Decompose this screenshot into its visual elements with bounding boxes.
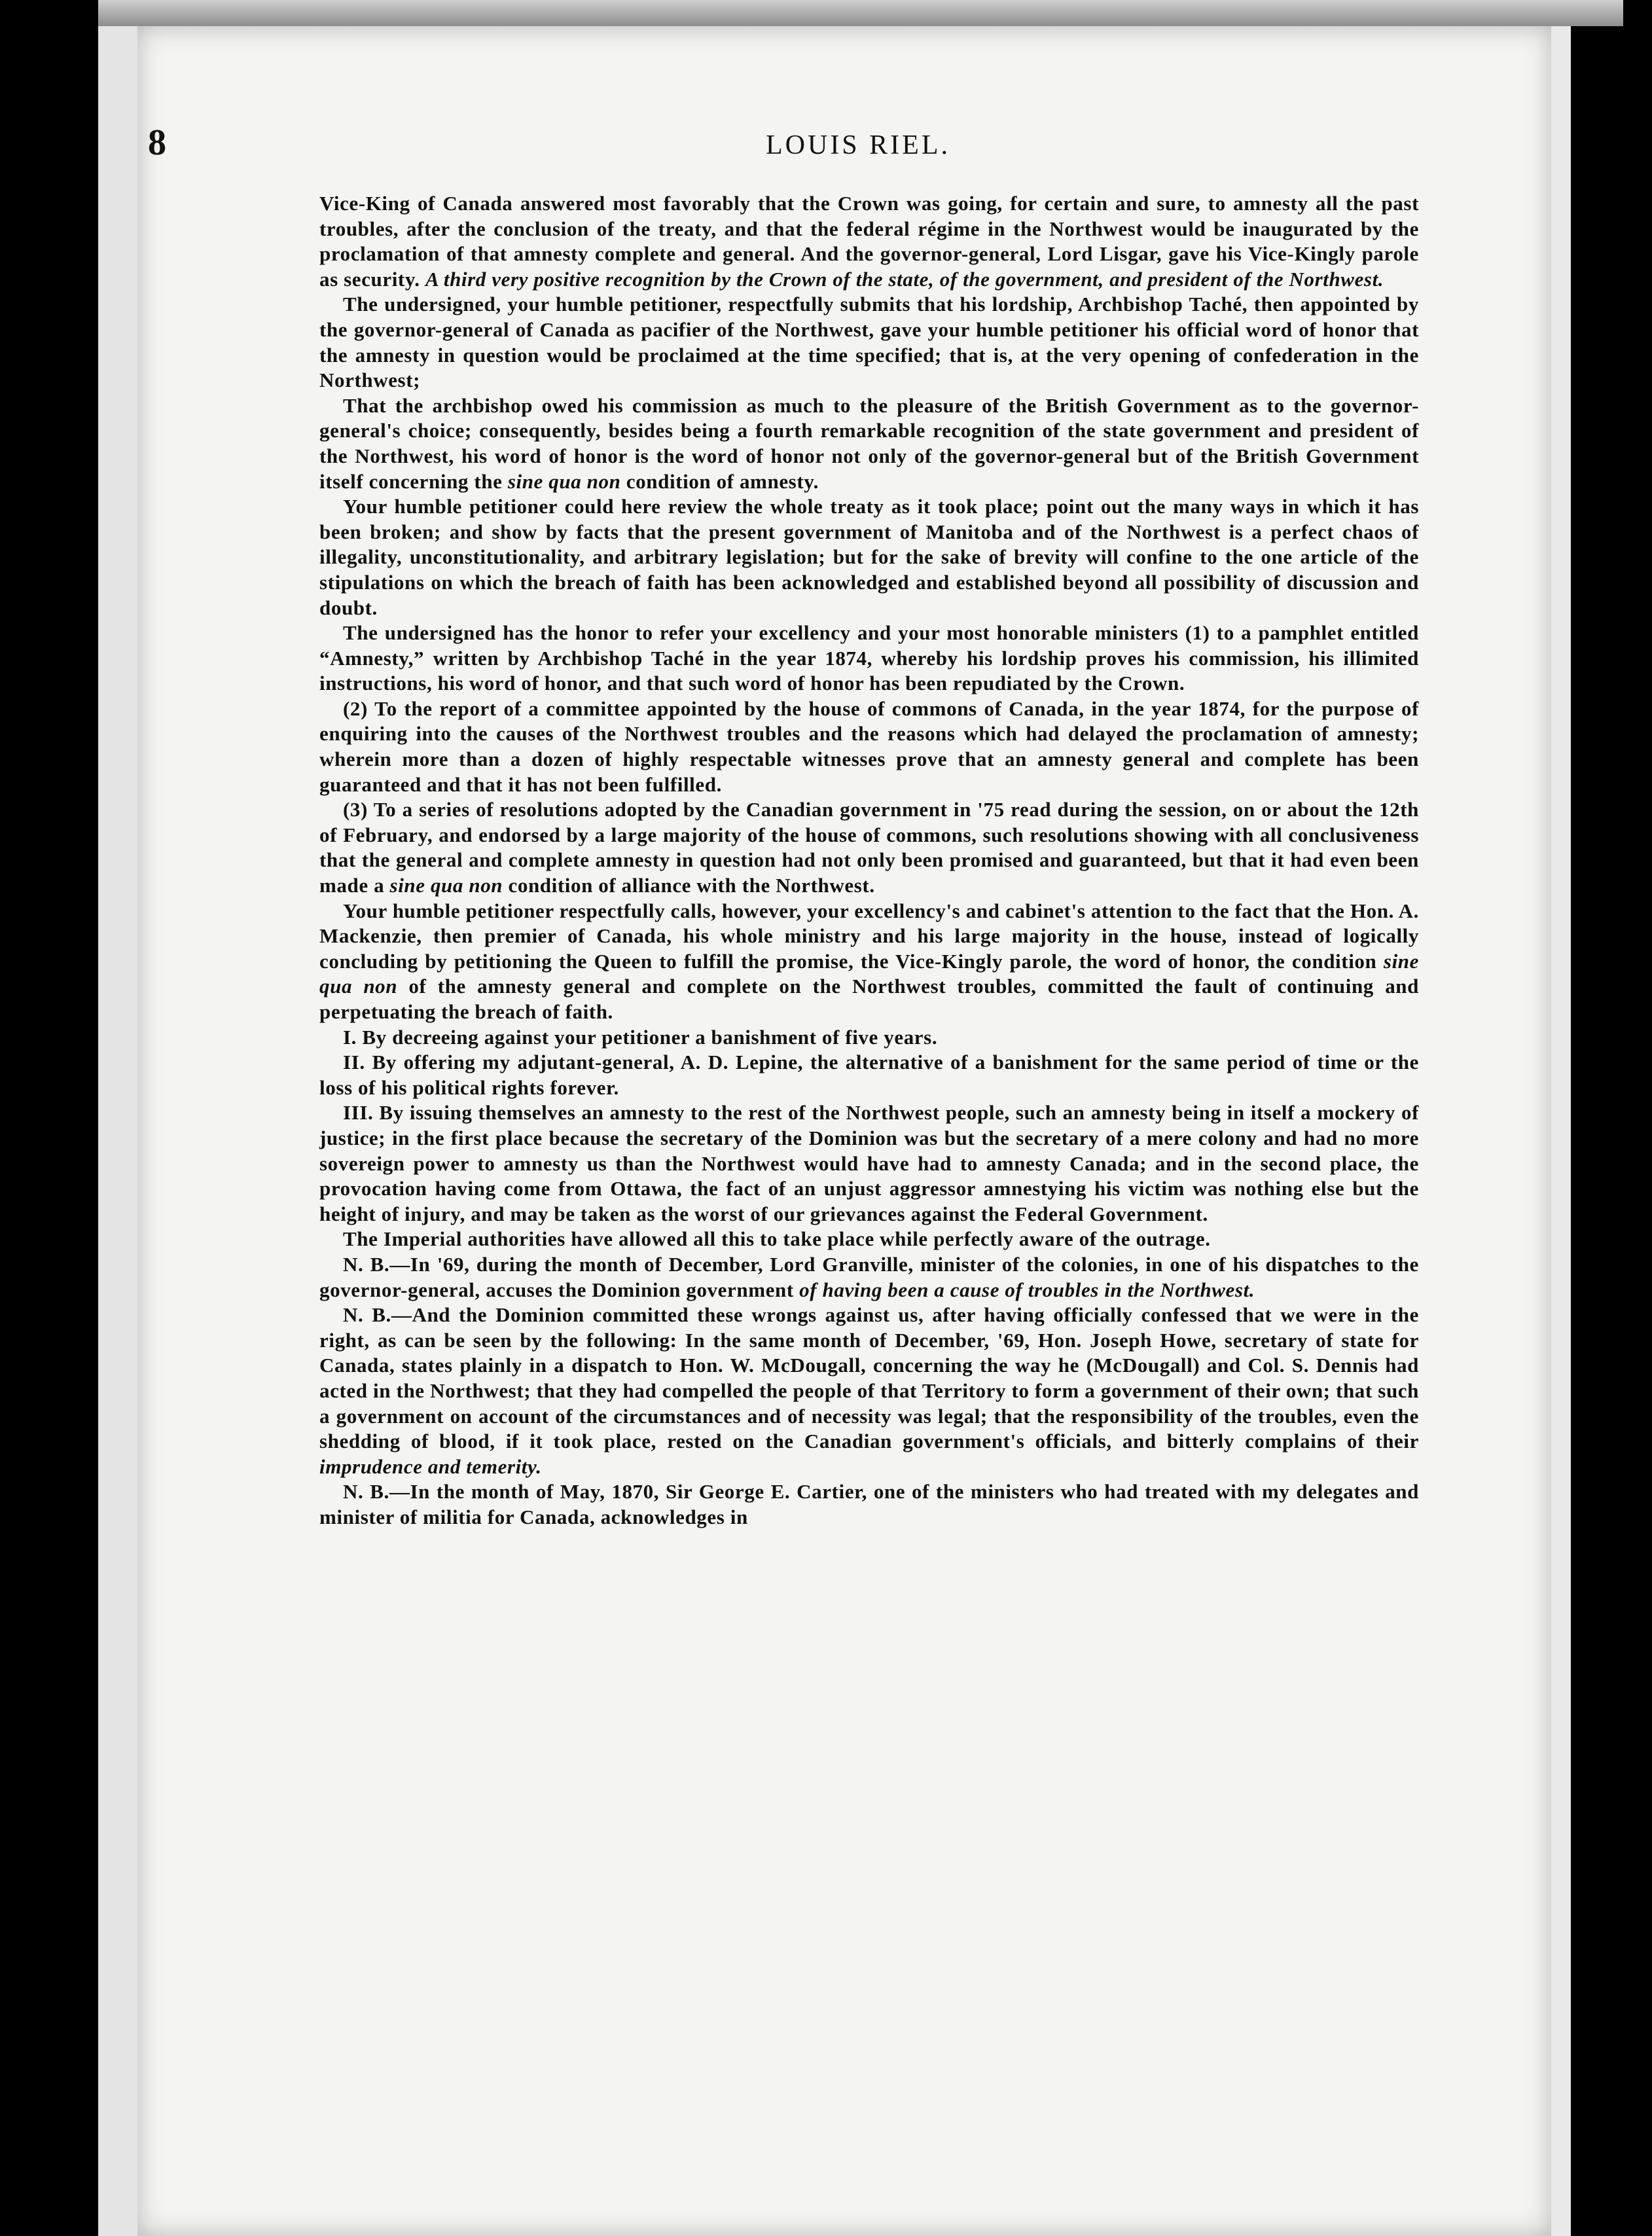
italic-text: sine qua non	[319, 949, 1419, 998]
paragraph	[319, 696, 1419, 797]
paragraph	[319, 899, 1419, 1025]
paragraph	[319, 621, 1419, 696]
paragraph-text: I. By decreeing against your petitioner a banishment of five years.	[343, 1025, 938, 1049]
paragraph-text: of the amnesty general and complete on the Northwest troubles, committed the fault of continuing and perpetuating the breach of faith.	[319, 975, 1419, 1023]
italic-text: sine qua non	[389, 874, 503, 897]
paragraph-text: N. B.—In '69, during the month of December, Lord Granville, minister of the colonies, in one of his dispatches to the governor-general, accuses the Dominion government	[319, 1252, 1419, 1301]
paragraph-text: (2) To the report of a committee appointed by the house of commons of Canada, in the year 1874, for the purpose of enquiring into the causes of the Northwest troubles and the reasons which had delayed the proclamation of amnesty; wherein more than a dozen of highly respectable witnesses prove that an amnesty general and complete has been guaranteed and that it has not been fulfilled.	[319, 696, 1419, 796]
italic-text: imprudence and temerity.	[319, 1454, 542, 1478]
paragraph	[319, 1050, 1419, 1100]
paragraph	[319, 191, 1419, 292]
paragraph	[319, 1227, 1419, 1252]
paragraph	[319, 292, 1419, 393]
paragraph-text: The undersigned, your humble petitioner, respectfully submits that his lordship, Archbishop Taché, then appointed by the governor-general of Canada as pacifier of the Northwest, gave your humble petitioner his official word of honor that the amnesty in question would be proclaimed at the time specified; that is, at the very opening of confederation in the Northwest;	[319, 293, 1419, 392]
italic-text: A third very positive recognition by the Crown of the state, of the government, and president of the Northwest.	[425, 267, 1384, 291]
paragraph-text: III. By issuing themselves an amnesty to the rest of the Northwest people, such an amnesty being in itself a mockery of justice; in the first place because the secretary of the Dominion was but the secretary of a mere colony and had no more sovereign power to amnesty us than the Northwest would have had to amnesty Canada; and in the second place, the provocation having come from Ottawa, the fact of an unjust aggressor amnestying his victim was nothing else but the height of injury, and may be taken as the worst of our grievances against the Federal Government.	[319, 1101, 1419, 1225]
paragraph-text: Your humble petitioner could here review the whole treaty as it took place; point out the many ways in which it has been broken; and show by facts that the present government of Manitoba and of the Northwest is a perfect chaos of illegality, unconstitutionality, and arbitrary legislation; but for the sake of brevity will confine to the one article of the stipulations on which the breach of faith has been acknowledged and established beyond all possibility of discussion and doubt.	[319, 495, 1419, 619]
paragraph-text: condition of alliance with the Northwest.	[503, 874, 875, 897]
paragraph-text: N. B.—In the month of May, 1870, Sir George E. Cartier, one of the ministers who had treated with my delegates and minister of militia for Canada, acknowledges in	[319, 1480, 1419, 1528]
body-text	[319, 191, 1419, 2155]
paragraph-text: The undersigned has the honor to refer your excellency and your most honorable ministers (1) to a pamphlet entitled “Amnesty,” written by Archbishop Taché in the year 1874, whereby his lordship proves his commission, his illimited instructions, his word of honor, and that such word of honor has been repudiated by the Crown.	[319, 621, 1419, 695]
paragraph	[319, 797, 1419, 898]
page-number: 8	[148, 122, 166, 163]
paragraph	[319, 393, 1419, 494]
paragraph	[319, 1100, 1419, 1227]
paragraph	[319, 1479, 1419, 1530]
paragraph-text: That the archbishop owed his commission as much to the pleasure of the British Government as to the governor-general's choice; consequently, besides being a fourth remarkable recognition of the state government and president of the Northwest, his word of honor is the word of honor not only of the governor-general but of the British Government itself concerning the	[319, 393, 1419, 493]
scan-left-edge	[98, 26, 137, 2236]
italic-text: of having been a cause of troubles in the Northwest.	[799, 1278, 1255, 1301]
paragraph-text: Your humble petitioner respectfully calls, however, your excellency's and cabinet's attention to the fact that the Hon. A. Mackenzie, then premier of Canada, his whole ministry and his large majority in the house, instead of logically concluding by petitioning the Queen to fulfill the promise, the Vice-Kingly parole, the word of honor, the condition	[319, 899, 1419, 973]
paragraph	[319, 494, 1419, 621]
italic-text: sine qua non	[507, 469, 621, 493]
running-title: LOUIS RIEL.	[766, 130, 950, 160]
paragraph-text: N. B.—And the Dominion committed these wrongs against us, after having officially confessed that we were in the right, as can be seen by the following: In the same month of December, '69, Hon. Joseph Howe, secretary of state for Canada, states plainly in a dispatch to Hon. W. McDougall, concerning the way he (McDougall) and Col. S. Dennis had acted in the Northwest; that they had compelled the people of that Territory to form a government of their own; that such a government on account of the circumstances and of necessity was legal; that the responsibility of the troubles, even the shedding of blood, if it took place, rested on the Canadian government's officials, and bitterly complains of their	[319, 1303, 1419, 1453]
scan-top-edge	[98, 0, 1623, 26]
paragraph-text: condition of amnesty.	[620, 469, 819, 493]
paragraph	[319, 1025, 1419, 1051]
paragraph-text: Vice-King of Canada answered most favorably that the Crown was going, for certain and sure, to amnesty all the past troubles, after the conclusion of the treaty, and that the federal régime in the Northwest would be inaugurated by the proclamation of that amnesty complete and general. And the governor-general, Lord Lisgar, gave his Vice-Kingly parole as security.	[319, 192, 1419, 291]
paragraph-text: II. By offering my adjutant-general, A. D. Lepine, the alternative of a banishment for the same period of time or the loss of his political rights forever.	[319, 1051, 1419, 1099]
paragraph	[319, 1303, 1419, 1479]
scan-right-edge	[1551, 26, 1652, 2236]
paragraph-text: (3) To a series of resolutions adopted by the Canadian government in '75 read during the session, on or about the 12th of February, and endorsed by a large majority of the house of commons, such resolutions showing with all conclusiveness that the general and complete amnesty in question had not only been promised and guaranteed, but that it had even been made a	[319, 798, 1419, 897]
paragraph	[319, 1252, 1419, 1303]
paragraph-text: The Imperial authorities have allowed all this to take place while perfectly aware of the outrage.	[343, 1227, 1211, 1251]
